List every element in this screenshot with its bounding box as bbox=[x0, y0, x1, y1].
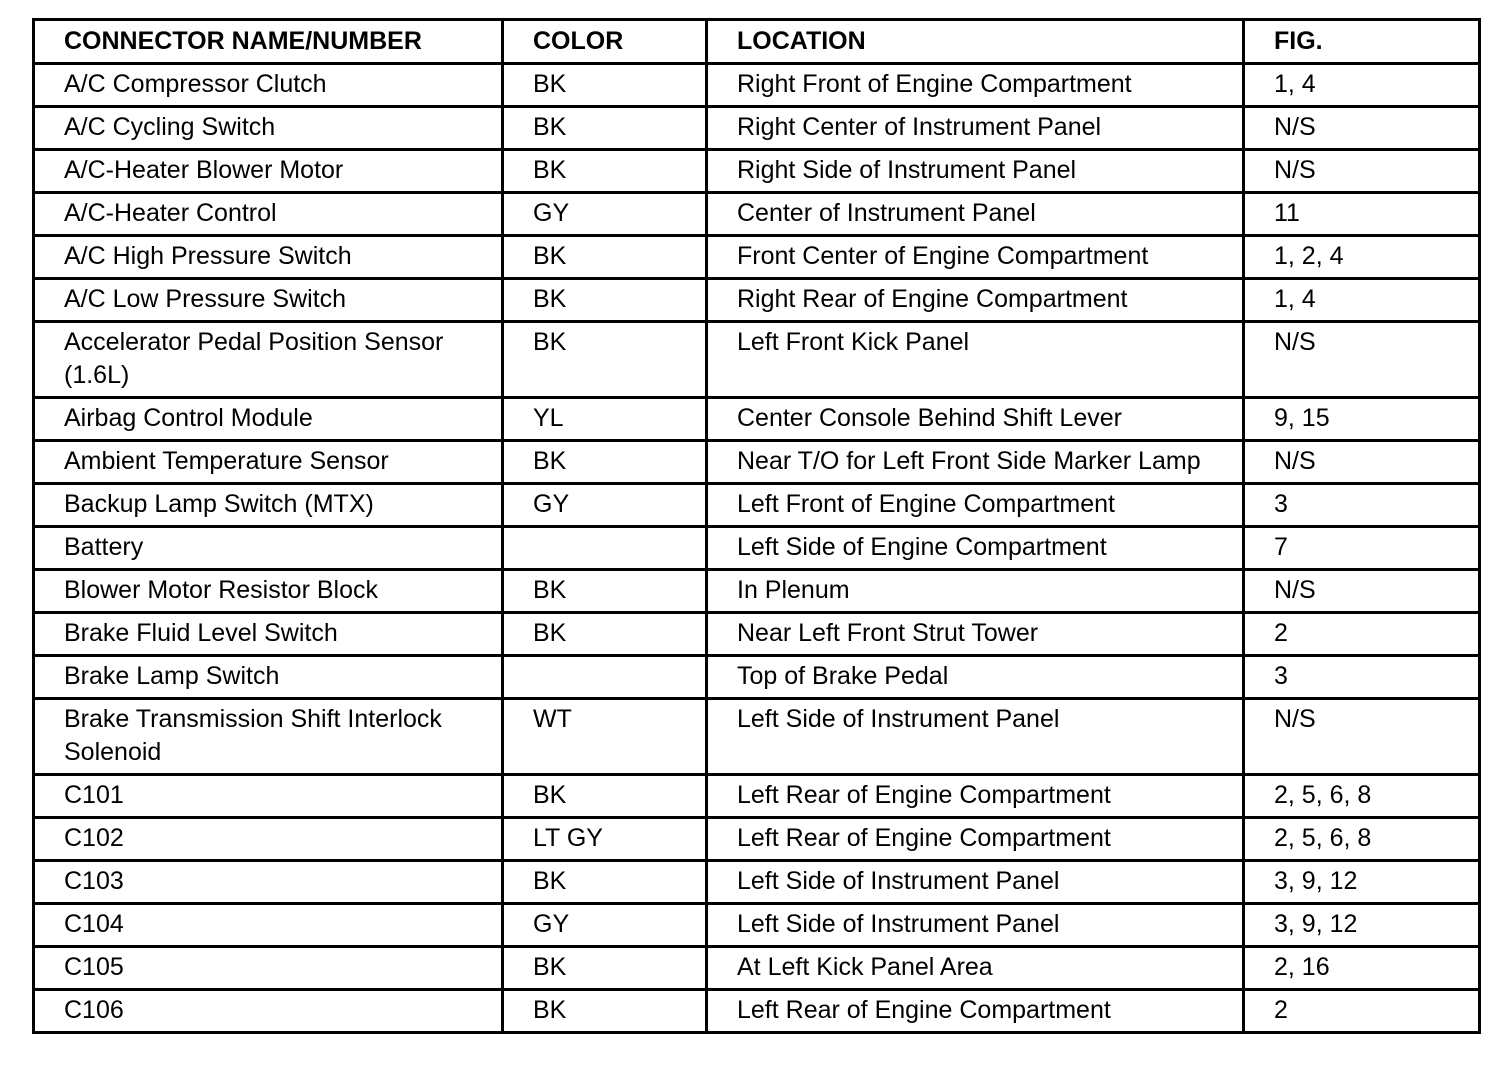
cell-fig: N/S bbox=[1244, 322, 1480, 398]
cell-location: Left Side of Engine Compartment bbox=[707, 527, 1244, 570]
cell-location: Center of Instrument Panel bbox=[707, 193, 1244, 236]
table-row bbox=[34, 150, 1480, 193]
cell-connector-name: Brake Fluid Level Switch bbox=[34, 613, 503, 656]
cell-connector-name: Blower Motor Resistor Block bbox=[34, 570, 503, 613]
cell-connector-name: A/C Compressor Clutch bbox=[34, 64, 503, 107]
table-row bbox=[34, 861, 1480, 904]
cell-connector-name: A/C High Pressure Switch bbox=[34, 236, 503, 279]
cell-location: Right Side of Instrument Panel bbox=[707, 150, 1244, 193]
cell-fig: 1, 4 bbox=[1244, 64, 1480, 107]
cell-color: BK bbox=[503, 236, 707, 279]
cell-location: Left Front of Engine Compartment bbox=[707, 484, 1244, 527]
cell-color: BK bbox=[503, 947, 707, 990]
cell-connector-name: Ambient Temperature Sensor bbox=[34, 441, 503, 484]
cell-color: BK bbox=[503, 775, 707, 818]
cell-color: GY bbox=[503, 484, 707, 527]
table-row bbox=[34, 279, 1480, 322]
cell-location: Left Side of Instrument Panel bbox=[707, 861, 1244, 904]
header-fig: FIG. bbox=[1244, 20, 1480, 64]
cell-connector-name: A/C Cycling Switch bbox=[34, 107, 503, 150]
cell-connector-name: C103 bbox=[34, 861, 503, 904]
table-row bbox=[34, 441, 1480, 484]
cell-color: BK bbox=[503, 107, 707, 150]
table-row bbox=[34, 570, 1480, 613]
header-location: LOCATION bbox=[707, 20, 1244, 64]
cell-connector-name: C101 bbox=[34, 775, 503, 818]
cell-fig: 2 bbox=[1244, 613, 1480, 656]
table-body bbox=[34, 64, 1480, 1033]
cell-color: LT GY bbox=[503, 818, 707, 861]
cell-connector-name: C105 bbox=[34, 947, 503, 990]
table-row bbox=[34, 613, 1480, 656]
table-row bbox=[34, 107, 1480, 150]
cell-location: Left Side of Instrument Panel bbox=[707, 699, 1244, 775]
table-row bbox=[34, 947, 1480, 990]
table-row bbox=[34, 64, 1480, 107]
cell-location: Left Front Kick Panel bbox=[707, 322, 1244, 398]
cell-location: At Left Kick Panel Area bbox=[707, 947, 1244, 990]
cell-location: Near Left Front Strut Tower bbox=[707, 613, 1244, 656]
table-row bbox=[34, 818, 1480, 861]
cell-color: BK bbox=[503, 861, 707, 904]
cell-fig: 3 bbox=[1244, 484, 1480, 527]
cell-color: GY bbox=[503, 904, 707, 947]
cell-connector-name: Brake Lamp Switch bbox=[34, 656, 503, 699]
connector-table bbox=[32, 18, 1481, 1034]
table-row bbox=[34, 904, 1480, 947]
cell-fig: 2, 5, 6, 8 bbox=[1244, 775, 1480, 818]
cell-color: BK bbox=[503, 990, 707, 1033]
cell-fig: 7 bbox=[1244, 527, 1480, 570]
cell-color: BK bbox=[503, 322, 707, 398]
cell-fig: 3 bbox=[1244, 656, 1480, 699]
cell-location: Center Console Behind Shift Lever bbox=[707, 398, 1244, 441]
cell-connector-name: A/C-Heater Blower Motor bbox=[34, 150, 503, 193]
cell-fig: N/S bbox=[1244, 570, 1480, 613]
cell-fig: 2 bbox=[1244, 990, 1480, 1033]
cell-fig: N/S bbox=[1244, 441, 1480, 484]
cell-fig: 3, 9, 12 bbox=[1244, 861, 1480, 904]
cell-connector-name: C106 bbox=[34, 990, 503, 1033]
cell-location: In Plenum bbox=[707, 570, 1244, 613]
table-row bbox=[34, 990, 1480, 1033]
cell-fig: N/S bbox=[1244, 699, 1480, 775]
cell-connector-name: A/C-Heater Control bbox=[34, 193, 503, 236]
cell-color bbox=[503, 656, 707, 699]
cell-color: BK bbox=[503, 570, 707, 613]
table-header bbox=[34, 20, 1480, 64]
cell-connector-name: Accelerator Pedal Position Sensor (1.6L) bbox=[34, 322, 503, 398]
cell-fig: 3, 9, 12 bbox=[1244, 904, 1480, 947]
table-row bbox=[34, 484, 1480, 527]
cell-color: BK bbox=[503, 279, 707, 322]
table-row bbox=[34, 699, 1480, 775]
cell-color bbox=[503, 527, 707, 570]
cell-color: BK bbox=[503, 441, 707, 484]
cell-connector-name: C104 bbox=[34, 904, 503, 947]
cell-color: BK bbox=[503, 150, 707, 193]
cell-connector-name: Airbag Control Module bbox=[34, 398, 503, 441]
cell-connector-name: C102 bbox=[34, 818, 503, 861]
cell-location: Left Side of Instrument Panel bbox=[707, 904, 1244, 947]
cell-fig: 1, 2, 4 bbox=[1244, 236, 1480, 279]
cell-fig: 9, 15 bbox=[1244, 398, 1480, 441]
table-row bbox=[34, 775, 1480, 818]
header-row bbox=[34, 20, 1480, 64]
table-row bbox=[34, 322, 1480, 398]
cell-connector-name: Battery bbox=[34, 527, 503, 570]
cell-location: Top of Brake Pedal bbox=[707, 656, 1244, 699]
cell-location: Right Rear of Engine Compartment bbox=[707, 279, 1244, 322]
cell-color: BK bbox=[503, 64, 707, 107]
cell-location: Left Rear of Engine Compartment bbox=[707, 990, 1244, 1033]
cell-location: Left Rear of Engine Compartment bbox=[707, 775, 1244, 818]
cell-location: Near T/O for Left Front Side Marker Lamp bbox=[707, 441, 1244, 484]
cell-fig: 2, 16 bbox=[1244, 947, 1480, 990]
cell-fig: 1, 4 bbox=[1244, 279, 1480, 322]
cell-connector-name: Backup Lamp Switch (MTX) bbox=[34, 484, 503, 527]
cell-location: Right Center of Instrument Panel bbox=[707, 107, 1244, 150]
cell-location: Front Center of Engine Compartment bbox=[707, 236, 1244, 279]
cell-color: WT bbox=[503, 699, 707, 775]
cell-fig: 2, 5, 6, 8 bbox=[1244, 818, 1480, 861]
table-row bbox=[34, 656, 1480, 699]
cell-location: Right Front of Engine Compartment bbox=[707, 64, 1244, 107]
header-connector-name: CONNECTOR NAME/NUMBER bbox=[34, 20, 503, 64]
header-color: COLOR bbox=[503, 20, 707, 64]
cell-color: YL bbox=[503, 398, 707, 441]
table-row bbox=[34, 398, 1480, 441]
table-row bbox=[34, 236, 1480, 279]
cell-connector-name: Brake Transmission Shift Interlock Solenoid bbox=[34, 699, 503, 775]
cell-color: BK bbox=[503, 613, 707, 656]
table-row bbox=[34, 527, 1480, 570]
cell-fig: N/S bbox=[1244, 150, 1480, 193]
cell-color: GY bbox=[503, 193, 707, 236]
table-row bbox=[34, 193, 1480, 236]
cell-fig: 11 bbox=[1244, 193, 1480, 236]
cell-fig: N/S bbox=[1244, 107, 1480, 150]
cell-location: Left Rear of Engine Compartment bbox=[707, 818, 1244, 861]
cell-connector-name: A/C Low Pressure Switch bbox=[34, 279, 503, 322]
